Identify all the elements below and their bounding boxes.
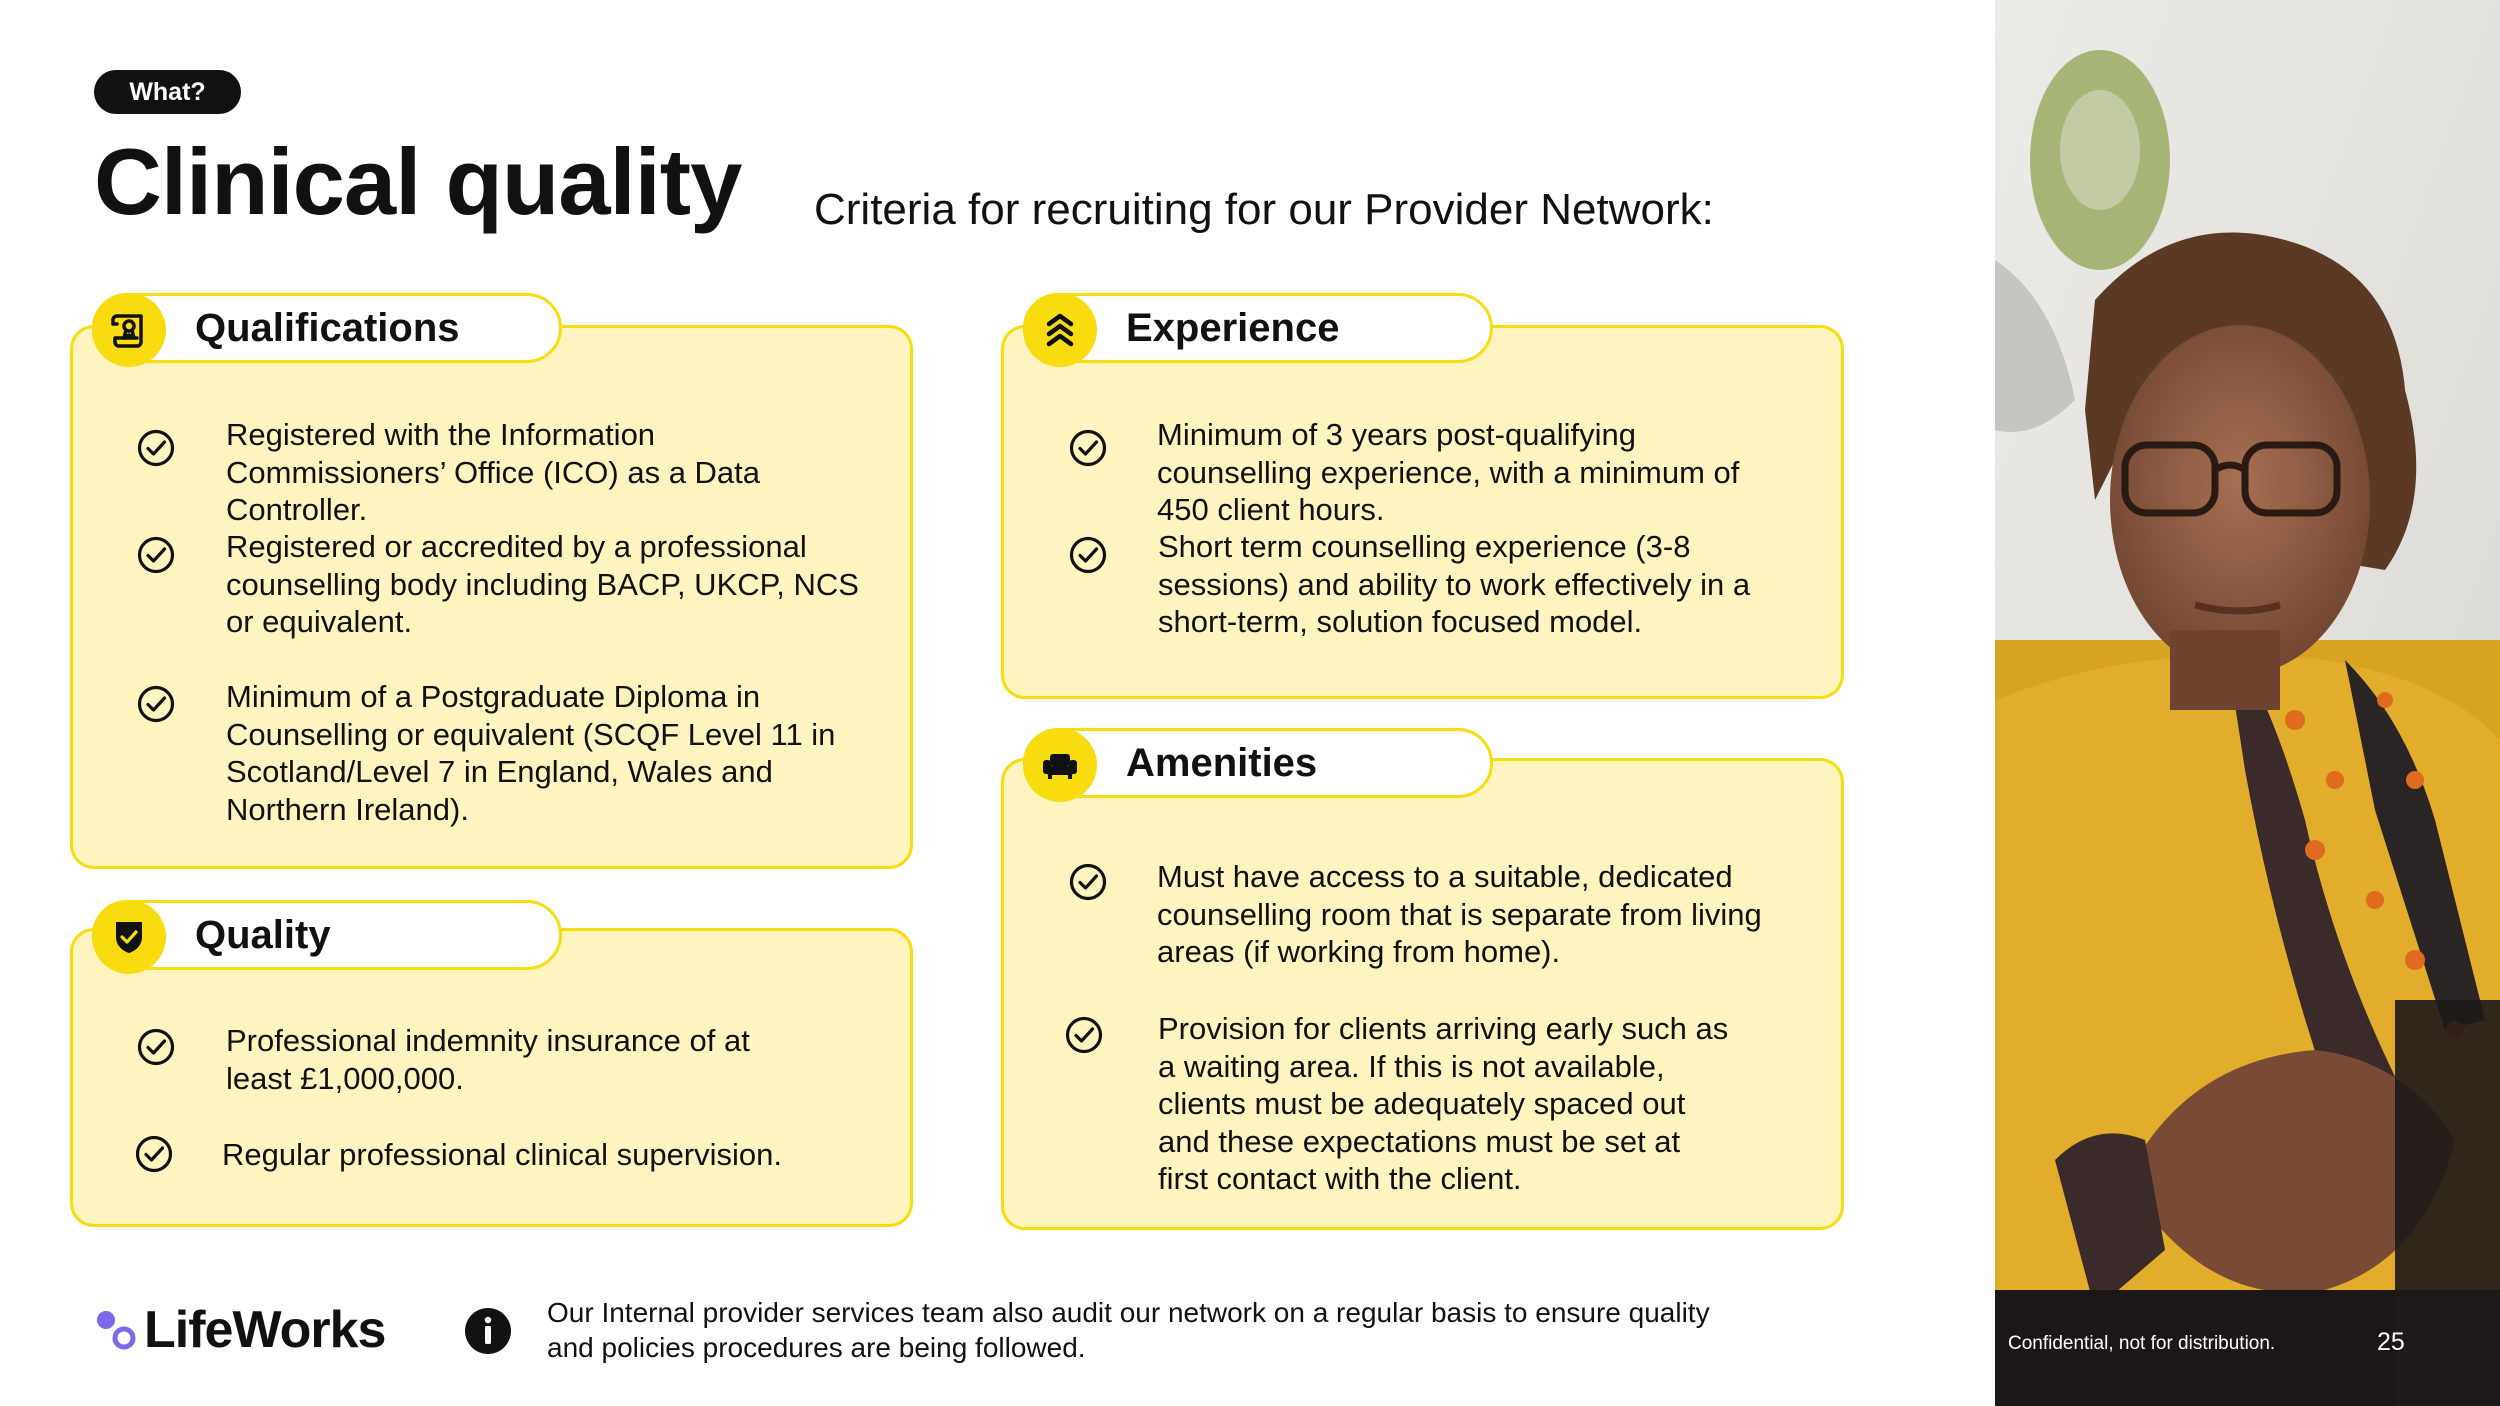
check-circle-icon	[134, 1134, 174, 1174]
amenities-item: Must have access to a suitable, dedicated counselling room that is separate from living areas (if working from home).	[1157, 859, 1762, 969]
experience-item: Minimum of 3 years post-qualifying counselling experience, with a minimum of 450 client hours.	[1157, 417, 1740, 527]
info-icon	[464, 1307, 512, 1355]
lifeworks-logo	[94, 1300, 385, 1360]
amenities-title: Amenities	[1126, 741, 1318, 785]
quality-item: Professional indemnity insurance of at least £1,000,000.	[226, 1023, 750, 1096]
check-circle-icon	[136, 428, 176, 468]
logo-dots-icon	[94, 1308, 138, 1352]
confidentiality-notice: Confidential, not for distribution.	[2008, 1333, 2276, 1354]
page-subtitle: Criteria for recruiting for our Provider Network:	[814, 185, 1714, 234]
check-circle-icon	[136, 535, 176, 575]
quality-title: Quality	[195, 913, 331, 957]
quality-item: Regular professional clinical supervision.	[222, 1137, 782, 1172]
page-number: 25	[2377, 1328, 2405, 1356]
amenities-item: Provision for clients arriving early such as a waiting area. If this is not available, clients must be adequately spaced out and these expectations must be set at first contact with the client.	[1158, 1011, 1729, 1196]
logo-text: LifeWorks	[144, 1301, 386, 1359]
experience-item: Short term counselling experience (3-8 sessions) and ability to work effectively in a short-term, solution focused model.	[1158, 529, 1751, 639]
certificate-icon	[92, 293, 166, 367]
qualifications-item: Minimum of a Postgraduate Diploma in Counselling or equivalent (SCQF Level 11 in Scotland/Level 7 in England, Wales and Northern Ireland).	[226, 679, 836, 827]
audit-footnote: Our Internal provider services team also audit our network on a regular basis to ensure quality and policies procedures are being followed.	[547, 1297, 1710, 1363]
check-circle-icon	[1064, 1015, 1104, 1055]
check-circle-icon	[136, 684, 176, 724]
counsellor-photo	[1995, 0, 2500, 1406]
check-circle-icon	[1068, 535, 1108, 575]
qualifications-item: Registered with the Information Commissioners’ Office (ICO) as a Data Controller.	[226, 417, 761, 527]
page-title: Clinical quality	[94, 129, 742, 234]
check-circle-icon	[1068, 862, 1108, 902]
check-circle-icon	[1068, 428, 1108, 468]
check-circle-icon	[136, 1027, 176, 1067]
qualifications-item: Registered or accredited by a professional counselling body including BACP, UKCP, NCS or equivalent.	[226, 529, 859, 639]
qualifications-title: Qualifications	[195, 306, 460, 350]
experience-title: Experience	[1126, 306, 1340, 350]
chevrons-up-icon	[1023, 293, 1097, 367]
section-tag: What?	[94, 70, 241, 114]
shield-check-icon	[92, 900, 166, 974]
sofa-icon	[1023, 728, 1097, 802]
